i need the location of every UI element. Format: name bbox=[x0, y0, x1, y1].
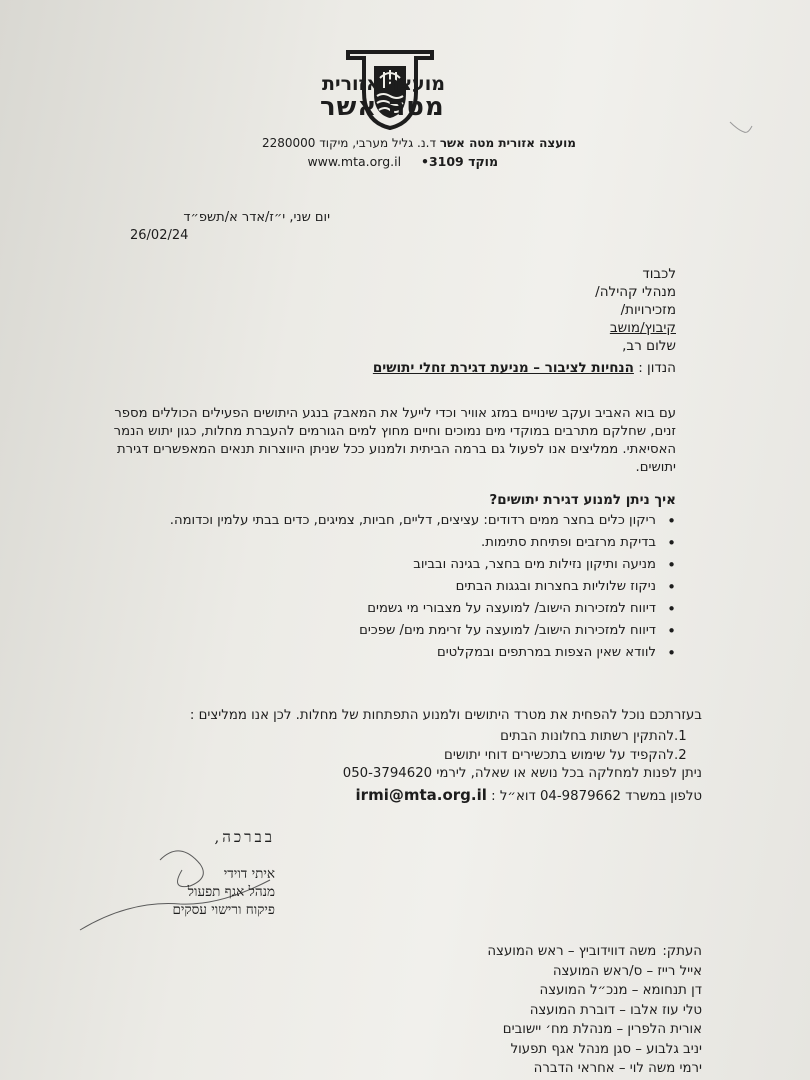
list-item: • בדיקת מרזבים ופתיחת סתימות. bbox=[120, 534, 676, 552]
cc-recipient: משה דווידוביץ – ראש המועצה bbox=[487, 944, 657, 959]
signer-name: איתי דוידי bbox=[223, 866, 275, 882]
cc-label: העתק: bbox=[662, 944, 702, 959]
intro-paragraph: עם בוא האביב ועקב שינויים במזג אוויר וכדי לייעל את המאבק בנגע היתושים הפעילים הכוללים מספר זנים, שחלקם מתרבים במוקדי מים נמוכים וחיים מחוץ למים הגורמים להעברת מחלות, כגון יתוש הנמר האסיאתי. ממליצים אנו לפעול גם ברמה הביתית ולמנוע ככל שניתן היווצרות תנאים המאפשרים דגירת יתושים. bbox=[113, 406, 676, 475]
logo-text-name: מטה אשר bbox=[320, 92, 445, 122]
list-item: אייל רייז – ס/ראש המועצה bbox=[552, 963, 702, 979]
contact-office bbox=[356, 786, 702, 804]
prevention-heading: איך ניתן למנוע דגירת יתושים? bbox=[489, 492, 676, 508]
item-number: 1. bbox=[674, 729, 687, 744]
hotline: מוקד 3109• bbox=[420, 154, 498, 169]
recommendation-list bbox=[444, 727, 700, 765]
office-phone: טלפון במשרד 04-9879662 דוא״ל : bbox=[491, 789, 702, 804]
list-item: יניב גלבוע – סגן מנהל אגף תפעול bbox=[510, 1041, 702, 1057]
list-item: • דיווח למזכירות הישוב/ למועצה על מצבורי מי גשמים bbox=[120, 600, 676, 618]
recipient-line: מנהלי קהילה/ bbox=[595, 284, 676, 300]
signature-regards: בברכה, bbox=[214, 828, 275, 846]
list-item: טלי עוז אלבו – דוברת המועצה bbox=[529, 1002, 702, 1018]
list-item: • לוודא שאין הצפות במרתפים ובמקלטים bbox=[120, 644, 676, 662]
subject-line bbox=[373, 360, 676, 376]
list-item: אורית הלפרין – מנהלת מח׳ יישובים bbox=[502, 1022, 702, 1037]
list-item: דן תנחומא – מנכ״ל המועצה bbox=[539, 983, 702, 998]
greeting: שלום רב, bbox=[622, 338, 676, 354]
recipient-line: קיבוץ/מושב bbox=[609, 320, 676, 336]
email-link[interactable]: irmi@mta.org.il bbox=[355, 786, 487, 804]
logo-text-council: מועצה אזורית bbox=[322, 73, 445, 95]
subject-text: הנחיות לציבור – מניעת דגירת זחלי יתושים bbox=[372, 360, 634, 376]
recipient-salutation: לכבוד bbox=[642, 266, 676, 282]
list-item: • מניעה ותיקון נזילות מים בחצר, בגינה ובביוב bbox=[120, 556, 676, 574]
list-item: • דיווח למזכירות הישוב/ למועצה על זרימת מים/ שפכים bbox=[120, 622, 676, 640]
item-text: להקפיד על שימוש בתכשירים דוחי יתושים bbox=[444, 748, 674, 763]
prevention-list bbox=[120, 512, 676, 666]
postal-address: ד.נ. גליל מערבי, מיקוד 2280000 bbox=[261, 136, 436, 150]
cc-list bbox=[487, 942, 702, 1079]
council-name: מועצה אזורית מטה אשר bbox=[439, 136, 576, 150]
contact-line: ניתן לפנות למחלקה בכל נושא או שאלה, לירמי 050-3794620 bbox=[342, 766, 702, 781]
letterhead-address bbox=[234, 136, 576, 150]
recipient-line: מזכירויות/ bbox=[620, 302, 676, 318]
gregorian-date: 26/02/24 bbox=[130, 228, 189, 243]
recommendation-intro: בעזרתכם נוכל להפחית את מטרד היתושים ולמנוע התפתחות של מחלות. לכן אנו ממליצים : bbox=[189, 708, 702, 723]
item-text: להתקין רשתות בחלונות הבתים bbox=[500, 729, 674, 744]
list-item: • ריקון כלים בחצר ממים רדודים: עציצים, דליים, חביות, צמיגים, כדים בבתי עלמין וכדומה. bbox=[120, 512, 676, 530]
list-item bbox=[487, 942, 702, 962]
signer-role: מנהל אגף תפעול bbox=[187, 884, 275, 900]
subject-label: הנדון : bbox=[638, 360, 676, 376]
letterhead-web bbox=[307, 154, 498, 169]
list-item: ירמי משה לוי – אחראי הדברה bbox=[533, 1061, 702, 1076]
list-item bbox=[444, 727, 700, 746]
list-item: • ניקוז שלוליות בחצרות ובגגות הבתים bbox=[120, 578, 676, 596]
hebrew-date: יום שני, י״ז/אדר א/תשפ״ד bbox=[183, 210, 330, 225]
item-number: 2. bbox=[674, 748, 687, 763]
list-item bbox=[444, 746, 700, 765]
paper-mark bbox=[728, 118, 754, 136]
signer-department: פיקוח ורישוי עסקים bbox=[172, 902, 275, 918]
website-link[interactable]: www.mta.org.il bbox=[307, 154, 402, 169]
